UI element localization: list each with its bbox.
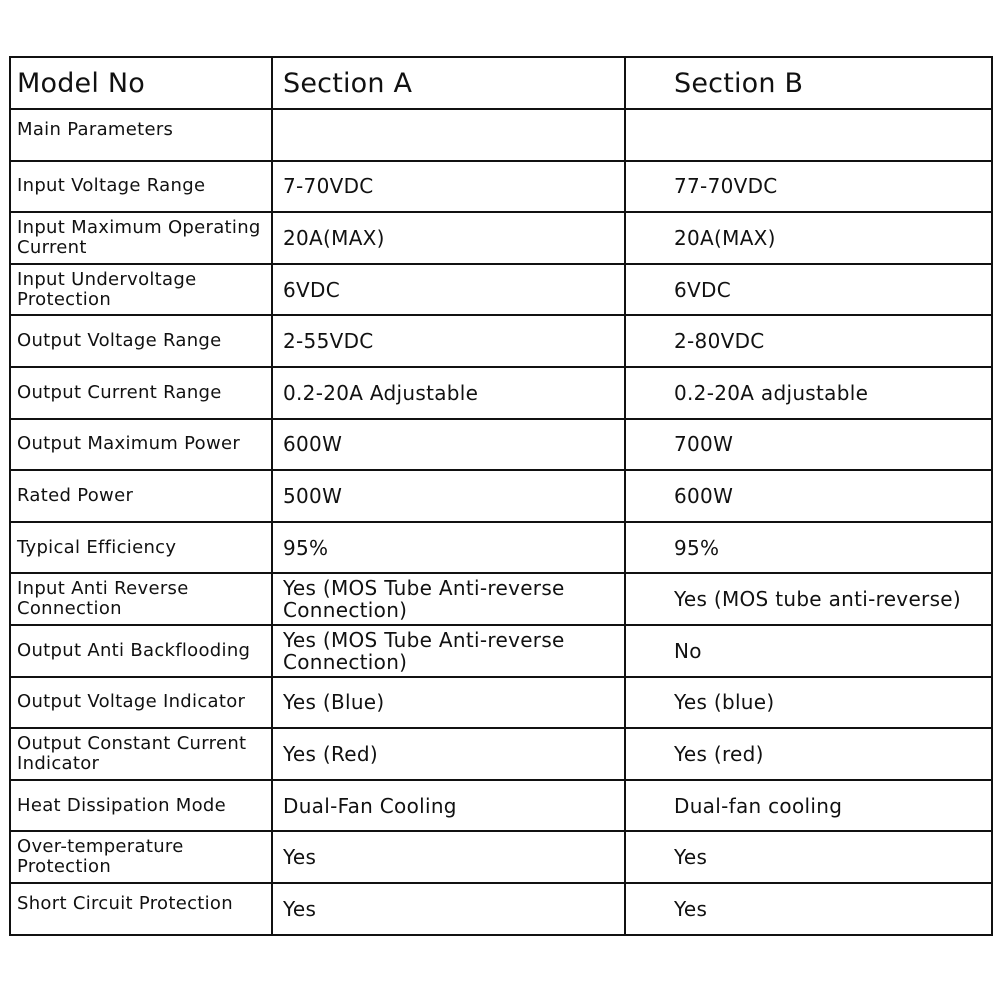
spec-table xyxy=(9,56,993,936)
table-row xyxy=(10,522,992,574)
section-b-value: 0.2-20A adjustable xyxy=(625,367,992,419)
section-b-value: Yes (blue) xyxy=(625,677,992,729)
table-row xyxy=(10,212,992,264)
section-a-value: 6VDC xyxy=(272,264,625,316)
table-row xyxy=(10,367,992,419)
section-a-value: 20A(MAX) xyxy=(272,212,625,264)
param-cell: Output Current Range xyxy=(10,367,272,419)
section-b-value: Yes xyxy=(625,831,992,883)
header-section-b: Section B xyxy=(625,57,992,109)
header-section-a: Section A xyxy=(272,57,625,109)
table-row xyxy=(10,470,992,522)
param-cell: Short Circuit Protection xyxy=(10,883,272,935)
section-b-value: 6VDC xyxy=(625,264,992,316)
param-cell: Main Parameters xyxy=(10,109,272,161)
table-row xyxy=(10,831,992,883)
section-b-value: No xyxy=(625,625,992,677)
section-a-value: Dual-Fan Cooling xyxy=(272,780,625,832)
param-cell: Over-temperature Protection xyxy=(10,831,272,883)
section-a-value: Yes (Blue) xyxy=(272,677,625,729)
section-b-value: 600W xyxy=(625,470,992,522)
param-cell: Input Voltage Range xyxy=(10,161,272,213)
param-cell: Input Maximum Operating Current xyxy=(10,212,272,264)
section-b-value: 2-80VDC xyxy=(625,315,992,367)
section-b-value: Dual-fan cooling xyxy=(625,780,992,832)
table-row xyxy=(10,728,992,780)
section-a-value: 0.2-20A Adjustable xyxy=(272,367,625,419)
table-row xyxy=(10,780,992,832)
table-row xyxy=(10,573,992,625)
section-b-value: Yes (MOS tube anti-reverse) xyxy=(625,573,992,625)
section-a-value: Yes (MOS Tube Anti-reverse Connection) xyxy=(272,625,625,677)
param-cell: Output Constant Current Indicator xyxy=(10,728,272,780)
section-b-value: 77-70VDC xyxy=(625,161,992,213)
table-row xyxy=(10,419,992,471)
header-row xyxy=(10,57,992,109)
table-row xyxy=(10,677,992,729)
section-a-value: Yes (Red) xyxy=(272,728,625,780)
section-b-value: 700W xyxy=(625,419,992,471)
param-cell: Output Maximum Power xyxy=(10,419,272,471)
table-row xyxy=(10,161,992,213)
section-a-value: 7-70VDC xyxy=(272,161,625,213)
table-row xyxy=(10,883,992,935)
param-cell: Typical Efficiency xyxy=(10,522,272,574)
param-cell: Input Undervoltage Protection xyxy=(10,264,272,316)
table-row xyxy=(10,109,992,161)
param-cell: Heat Dissipation Mode xyxy=(10,780,272,832)
section-a-value xyxy=(272,109,625,161)
param-cell: Input Anti Reverse Connection xyxy=(10,573,272,625)
section-a-value: Yes xyxy=(272,883,625,935)
param-cell: Output Voltage Range xyxy=(10,315,272,367)
param-cell: Rated Power xyxy=(10,470,272,522)
section-b-value: Yes (red) xyxy=(625,728,992,780)
table-row xyxy=(10,625,992,677)
param-cell: Output Anti Backflooding xyxy=(10,625,272,677)
header-model-no: Model No xyxy=(10,57,272,109)
param-cell: Output Voltage Indicator xyxy=(10,677,272,729)
section-a-value: Yes xyxy=(272,831,625,883)
section-b-value: 95% xyxy=(625,522,992,574)
section-a-value: 600W xyxy=(272,419,625,471)
section-a-value: 500W xyxy=(272,470,625,522)
section-b-value: Yes xyxy=(625,883,992,935)
section-a-value: 2-55VDC xyxy=(272,315,625,367)
table-row xyxy=(10,315,992,367)
section-b-value: 20A(MAX) xyxy=(625,212,992,264)
table-row xyxy=(10,264,992,316)
section-a-value: 95% xyxy=(272,522,625,574)
section-b-value xyxy=(625,109,992,161)
section-a-value: Yes (MOS Tube Anti-reverse Connection) xyxy=(272,573,625,625)
